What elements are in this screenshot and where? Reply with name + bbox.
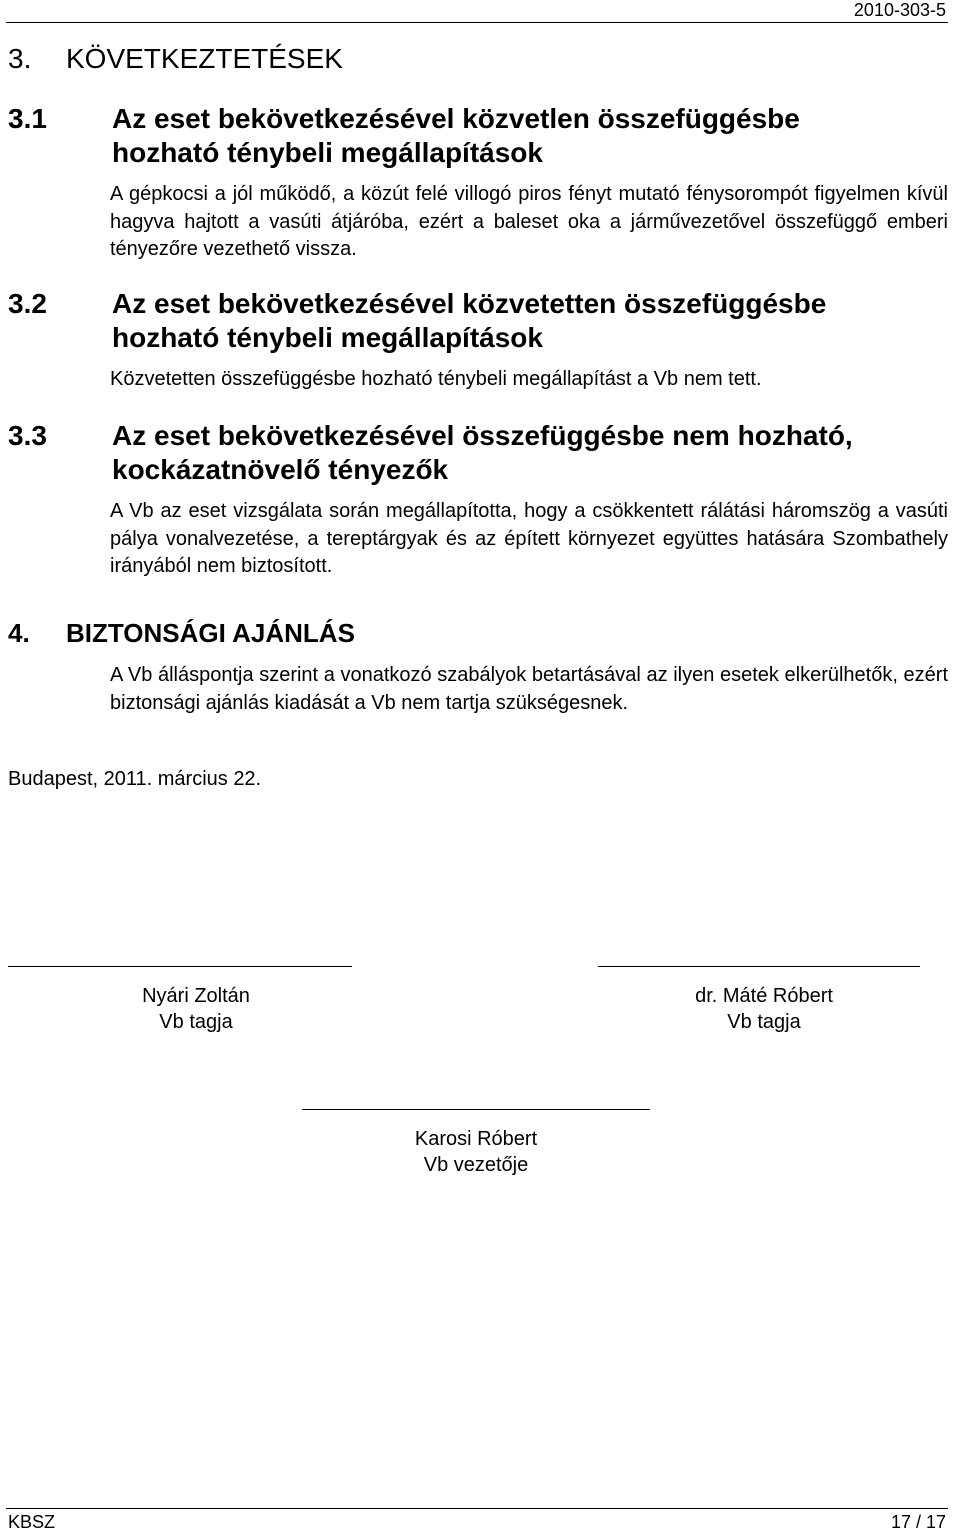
footer-rule [6, 1508, 948, 1509]
signatory-name: Nyári Zoltán [142, 985, 250, 1007]
signatory-role: Vb tagja [159, 1011, 233, 1033]
signatory-name: Karosi Róbert [414, 1128, 538, 1150]
signatory-name: dr. Máté Róbert [695, 985, 833, 1007]
subsection-3-1-number: 3.1 [8, 103, 47, 134]
signature-block [8, 983, 384, 1035]
signatory-role: Vb tagja [727, 1011, 801, 1033]
header-rule [6, 22, 948, 23]
section-4-number: 4. [8, 618, 30, 648]
section-3-title: KÖVETKEZTETÉSEK [66, 43, 343, 74]
subsection-3-3-heading [8, 419, 908, 487]
section-3-number: 3. [8, 43, 32, 74]
signature-line [598, 966, 920, 967]
subsection-3-3-title: Az eset bekövetkezésével összefüggésbe nem hozható, kockázatnövelő tényezők [112, 420, 853, 485]
footer-organization: KBSZ [8, 1512, 56, 1532]
signature-line [8, 966, 352, 967]
signatory-role: Vb vezetője [423, 1154, 529, 1176]
document-id: 2010-303-5 [853, 0, 946, 20]
subsection-3-3-number: 3.3 [8, 420, 47, 451]
place-date: Budapest, 2011. március 22. [8, 768, 262, 790]
signature-block [302, 1126, 650, 1178]
subsection-3-2-heading [8, 287, 858, 355]
subsection-3-2-number: 3.2 [8, 288, 47, 319]
page-number: 17 / 17 [890, 1512, 946, 1532]
signature-block [598, 983, 930, 1035]
section-4-title: BIZTONSÁGI AJÁNLÁS [66, 618, 355, 648]
section-3-heading [8, 42, 343, 76]
signature-line [302, 1109, 650, 1110]
subsection-3-2-text: Közvetetten összefüggésbe hozható ténybeli megállapítást a Vb nem tett. [110, 368, 762, 390]
section-4-text: A Vb álláspontja szerint a vonatkozó szabályok betartásával az ilyen esetek elkerülhetők, ezért biztonsági ajánlás kiadását a Vb nem tartja szükségesnek. [110, 664, 948, 714]
subsection-3-1-text: A gépkocsi a jól működő, a közút felé villogó piros fényt mutató fénysorompót figyelmen kívül hagyva hajtott a vasúti átjáróba, ezért a baleset oka a járművezetővel összefüggő emberi tényezőre vezethető vissza. [110, 183, 948, 260]
subsection-3-1-heading [8, 102, 858, 170]
subsection-3-2-title: Az eset bekövetkezésével közvetetten összefüggésbe hozható ténybeli megállapítások [112, 288, 827, 353]
subsection-3-1-title: Az eset bekövetkezésével közvetlen összefüggésbe hozható ténybeli megállapítások [112, 103, 800, 168]
subsection-3-3-text: A Vb az eset vizsgálata során megállapította, hogy a csökkentett rálátási háromszög a vasúti pálya vonalvezetése, a tereptárgyak és az épített környezet együttes hatására Szombathely irányából nem biztosított. [110, 500, 948, 577]
section-4-heading [8, 617, 355, 649]
